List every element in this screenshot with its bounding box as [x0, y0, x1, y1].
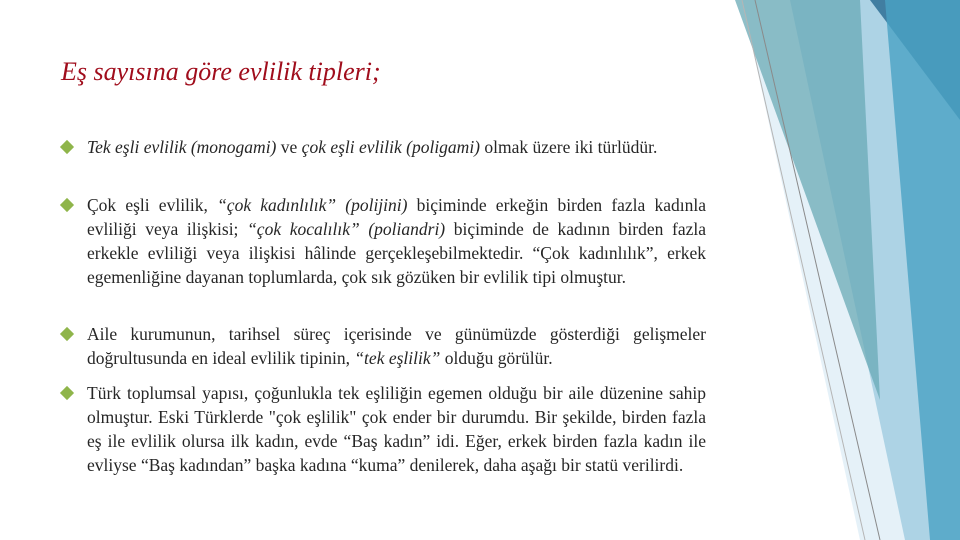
bullet-item-4: [87, 381, 706, 477]
bullet-1-term-poligami: çok eşli evlilik (poligami): [301, 137, 481, 157]
bullet-2-term-poliandri: “çok kocalılık” (poliandri): [247, 219, 446, 239]
bullet-2-text-1: Çok eşli evlilik,: [87, 195, 218, 215]
bullet-2-term-polijini: “çok kadınlılık” (polijini): [217, 195, 408, 215]
bullet-4-text: Türk toplumsal yapısı, çoğunlukla tek eşliliğin egemen olduğu bir aile düzenine sahip olmuştur. Eski Türklerde "çok eşlilik" çok ender bir durumdu. Bir şekilde, birden fazla eş ile evlilik olursa ilk kadın, evde “Baş kadın” idi. Eğer, erkek birden fazla kadın ile evliyse “Baş kadından” başka kadına “kuma” denilerek, daha aşağı bir statü verilirdi.: [87, 383, 706, 475]
slide-title: Eş sayısına göre evlilik tipleri;: [61, 57, 381, 86]
bullet-3-text-1: Aile kurumunun, tarihsel süreç içerisinde ve günümüzde gösterdiği gelişmeler doğrultusunda en ideal evlilik tipinin,: [87, 324, 706, 368]
bullet-3-term-tek-eslilik: “tek eşlilik”: [354, 348, 441, 368]
bullet-1-term-monogami: Tek eşli evlilik (monogami): [87, 137, 277, 157]
bullet-3-text-3: olduğu görülür.: [440, 348, 553, 368]
bullet-item-1: [87, 135, 706, 159]
bullet-2-text-3: biçiminde erkeğin birden fazla kadınla evliliği veya ilişkisi;: [87, 195, 706, 239]
bullet-item-3: [87, 322, 706, 370]
decor-teal-shape: [735, 0, 880, 400]
bullet-1-text-4: olmak üzere iki türlüdür.: [480, 137, 658, 157]
bullet-1-text-2: ve: [276, 137, 302, 157]
bullet-2-text-5: biçiminde de kadının birden fazla erkekle evliliği veya ilişkisi hâlinde gerçekleşebilmektedir. “Çok kadınlılık”, erkek egemenliğine dayanan toplumlarda, çok sık gözüken bir evlilik tipi olmuştur.: [87, 219, 706, 287]
bullet-item-2: [87, 193, 706, 289]
